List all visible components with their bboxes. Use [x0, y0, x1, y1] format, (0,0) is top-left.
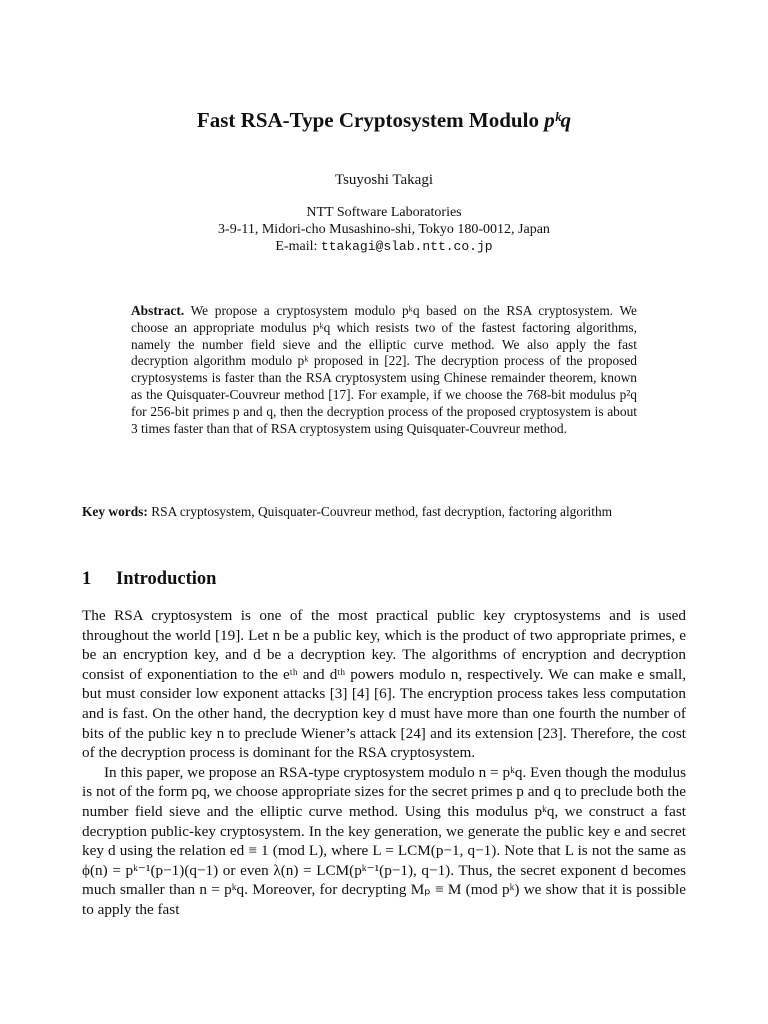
email-address: ttakagi@slab.ntt.co.jp [320, 239, 493, 254]
affiliation-block [0, 204, 768, 255]
keywords-block [82, 502, 686, 522]
keywords-text: RSA cryptosystem, Quisquater-Couvreur method, fast decryption, factoring algorithm [151, 504, 613, 519]
paper-title [0, 108, 768, 133]
abstract-text: We propose a cryptosystem modulo pᵏq based on the RSA cryptosystem. We choose an appropriate modulus pᵏq which resists two of the fastest factoring algorithms, namely the number field sieve and the elliptic curve method. We also apply the fast decryption algorithm modulo pᵏ proposed in [22]. The decryption process of the proposed cryptosystems is faster than the RSA cryptosystem using Chinese remainder theorem, known as the Quisquater-Couvreur method [17]. For example, if we choose the 768-bit modulus p²q for 256-bit primes p and q, then the decryption process of the proposed cryptosystem is about 3 times faster than that of RSA cryptosystem using Quisquater-Couvreur method. [131, 303, 637, 436]
email-line [0, 238, 768, 255]
body-text [82, 606, 686, 920]
paper-title-math: pᵏq [544, 108, 572, 132]
abstract-label: Abstract. [131, 303, 185, 318]
section-title: Introduction [116, 569, 217, 589]
email-label: E-mail: [275, 239, 321, 254]
paper-title-text: Fast RSA-Type Cryptosystem Modulo [196, 108, 545, 132]
section-number: 1 [82, 569, 92, 589]
paragraph-2: In this paper, we propose an RSA-type cryptosystem modulo n = pᵏq. Even though the modulus is not of the form pq, we choose appropriate sizes for the secret primes p and q to preclude both the number field sieve and the elliptic curve method. Using this modulus pᵏq, we construct a fast decryption public-key cryptosystem. In the key generation, we generate the public key e and secret key d using the relation ed ≡ 1 (mod L), where L = LCM(p−1, q−1). Note that L is not the same as ϕ(n) = pᵏ⁻¹(p−1)(q−1) or even λ(n) = LCM(pᵏ⁻¹(p−1), q−1). Thus, the secret exponent d becomes much smaller than n = pᵏq. Moreover, for decrypting Mₚ ≡ M (mod pᵏ) we show that it is possible to apply the fast [82, 763, 686, 918]
affiliation-line-1: NTT Software Laboratories [306, 205, 462, 220]
author-name: Tsuyoshi Takagi [334, 172, 434, 188]
paragraph-1: The RSA cryptosystem is one of the most practical public key cryptosystems and is used throughout the world [19]. Let n be a public key, which is the product of two appropriate primes, e be an encryption key, and d be a decryption key. The algorithms of encryption and decryption consist of exponentiation to the eᵗʰ and dᵗʰ powers modulo n, respectively. We can make e small, but must consider low exponent attacks [3] [4] [6]. The encryption process takes less computation and is fast. On the other hand, the decryption key d must have more than one fourth the number of bits of the public key n to preclude Wiener’s attack [24] and its extension [23]. Therefore, the cost of the decryption process is dominant for the RSA cryptosystem. [82, 607, 686, 762]
abstract-block [131, 303, 637, 437]
affiliation-line-2: 3-9-11, Midori-cho Musashino-shi, Tokyo 180-0012, Japan [218, 222, 550, 237]
keywords-label: Key words: [82, 504, 148, 519]
section-heading [82, 569, 216, 590]
